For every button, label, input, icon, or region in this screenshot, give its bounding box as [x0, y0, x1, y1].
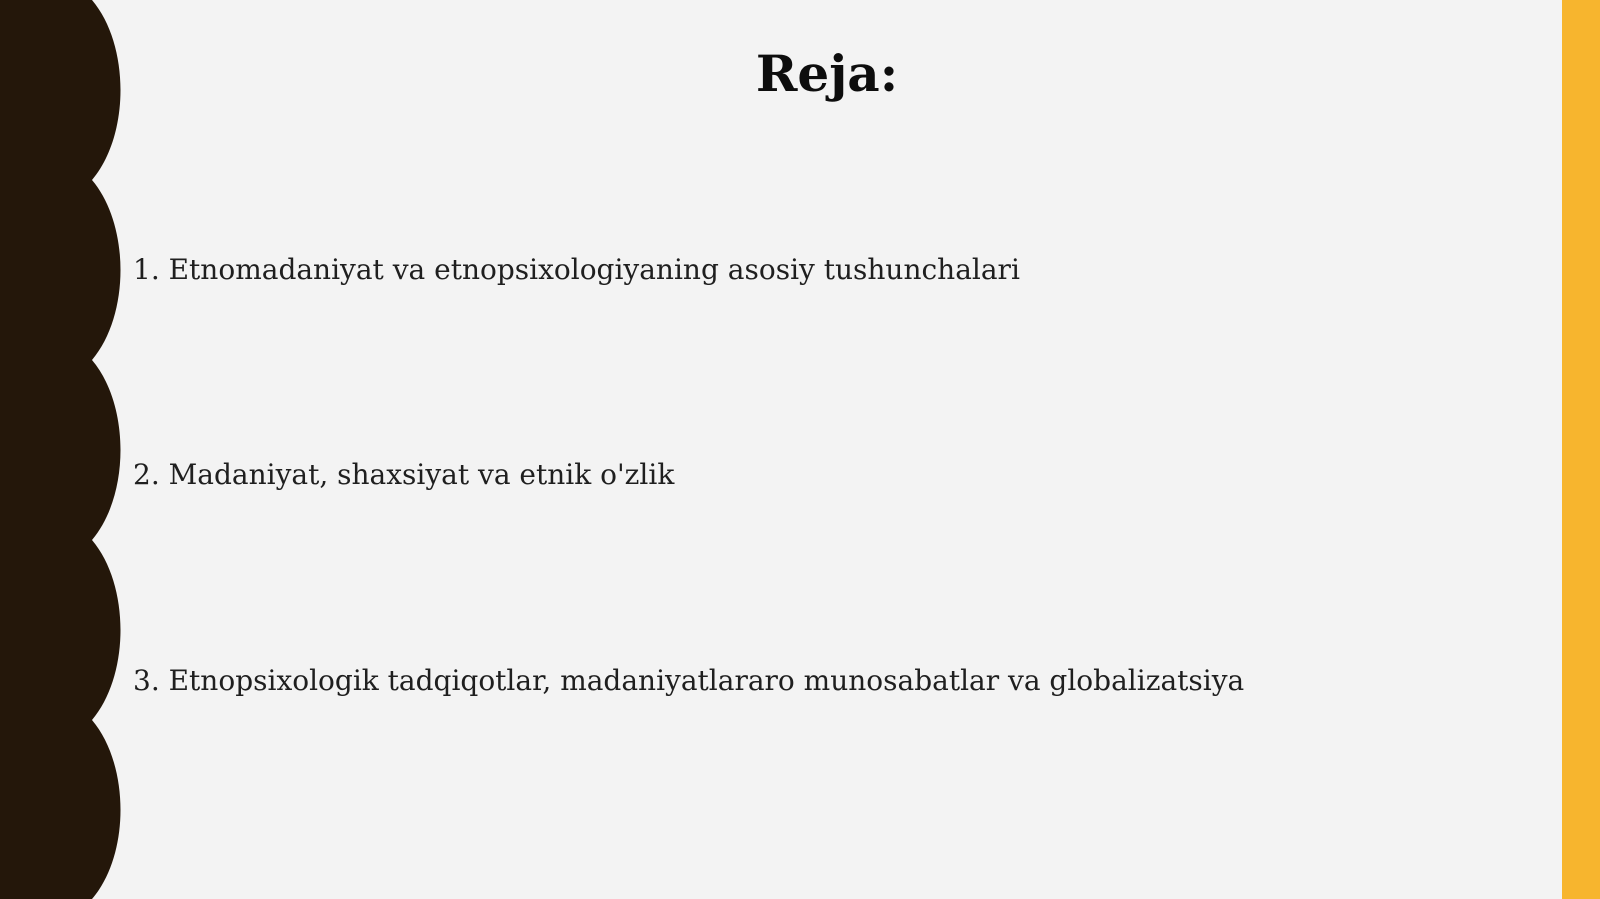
slide-title: Reja: [755, 44, 899, 103]
right-accent-bar [1562, 0, 1600, 899]
wavy-left-border [0, 0, 130, 899]
plan-item-3: 3. Etnopsixologik tadqiqotlar, madaniyatlararo munosabatlar va globalizatsiya [133, 664, 1245, 697]
plan-item-1: 1. Etnomadaniyat va etnopsixologiyaning asosiy tushunchalari [133, 253, 1020, 286]
plan-item-2: 2. Madaniyat, shaxsiyat va etnik o'zlik [133, 458, 675, 491]
